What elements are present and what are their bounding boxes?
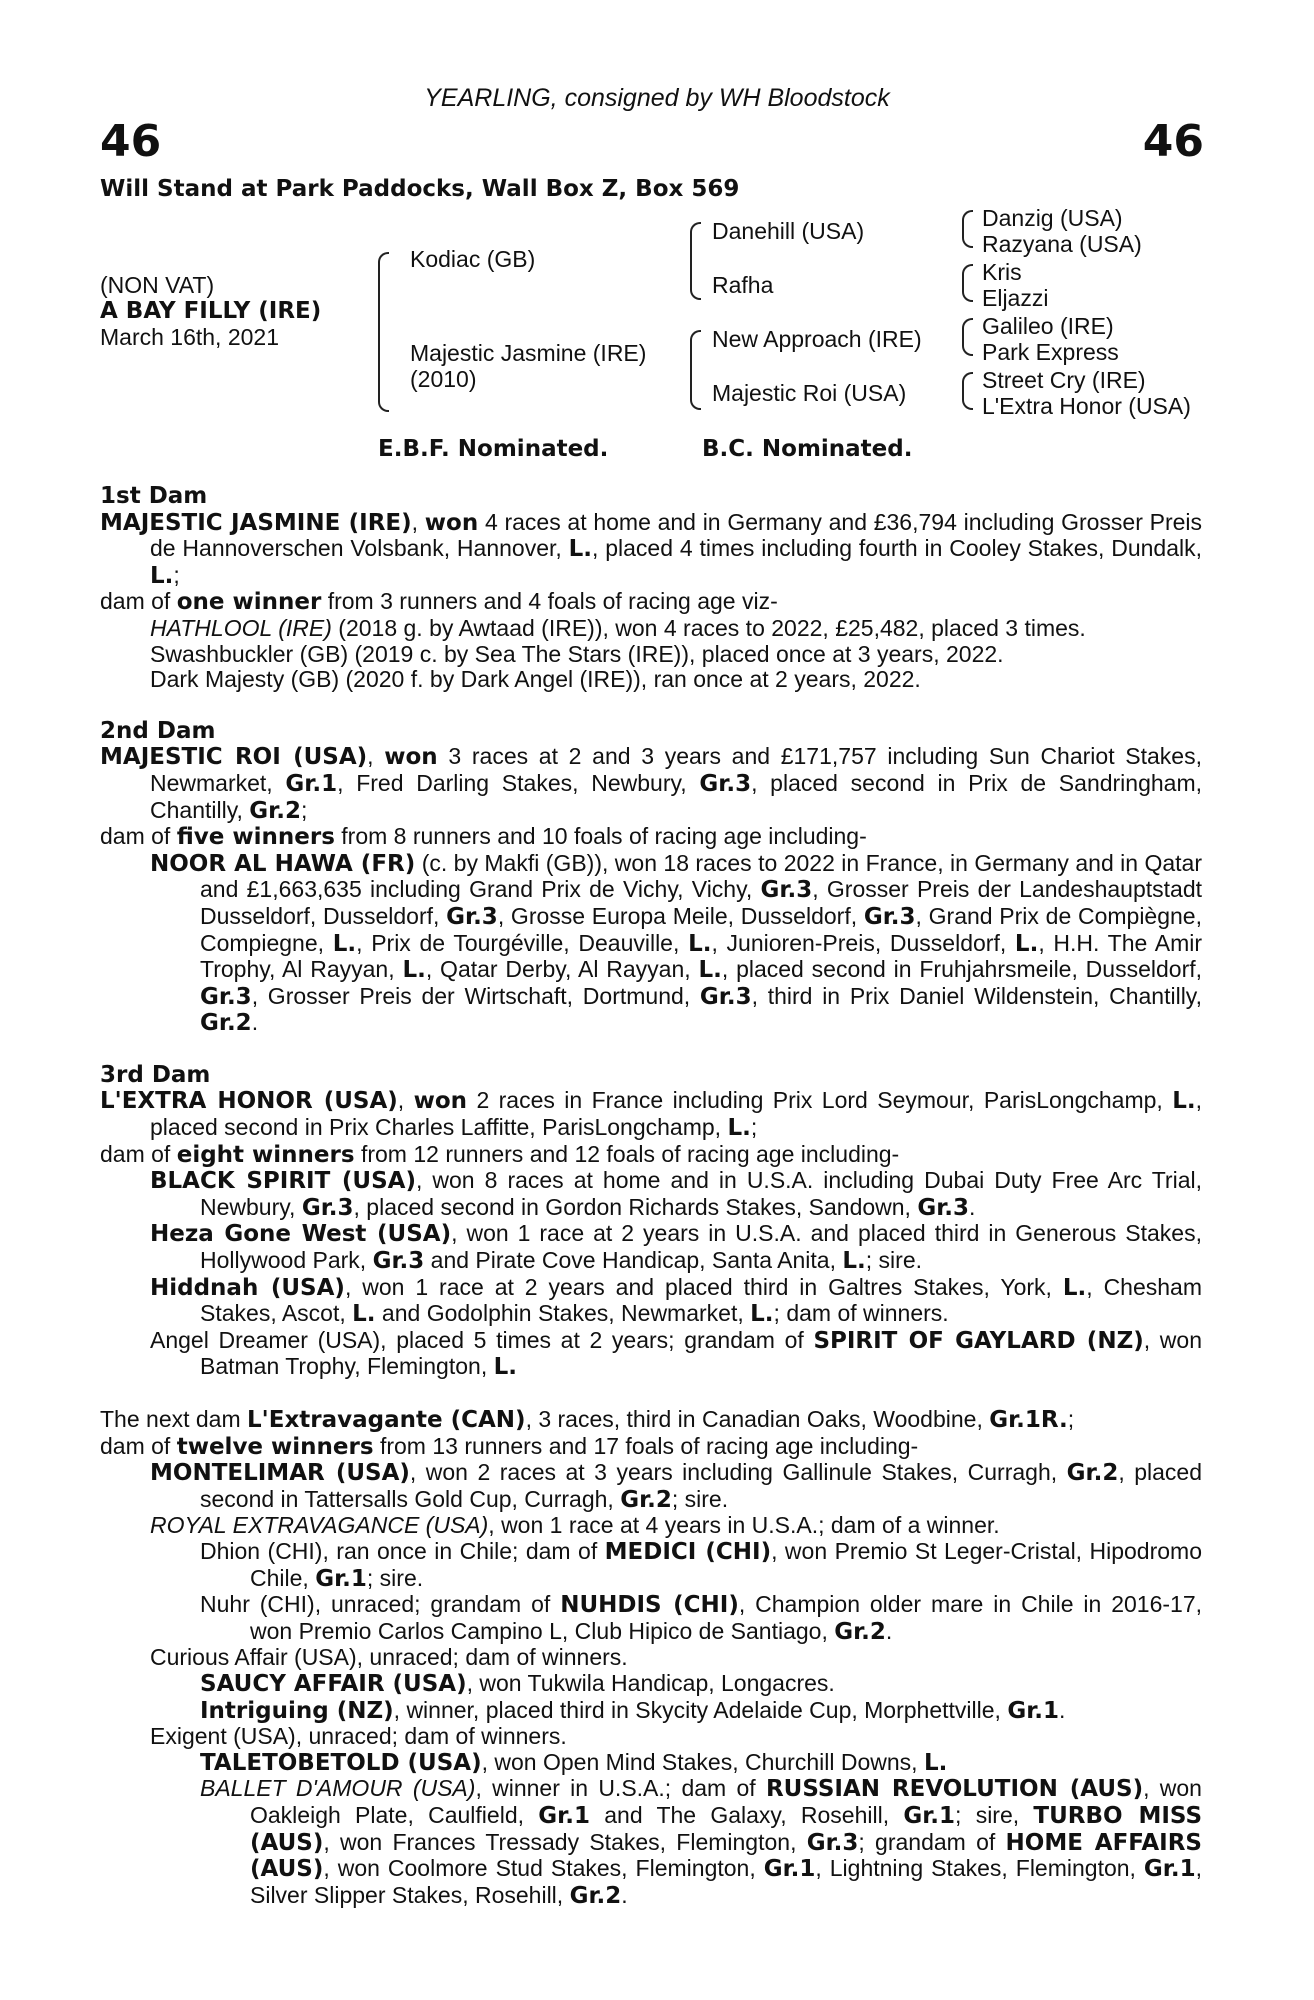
second-dam-offspring: NOOR AL HAWA (FR) (c. by Makfi (GB)), won 18 races to 2022 in France, in Germany and in Qatar and £1,663,635 including Grand Prix de Vichy, Vichy, Gr.3, Grosser Preis der Landeshauptstadt Dusseldorf, Dusseldorf, Gr.3, Grosse Europa Meile, Dusseldorf, Gr.3, Grand Prix de Compiègne, Compiegne, L., Prix de Tourgéville, Deauville, L., Junioren-Preis, Dusseldorf, L., H.H. The Amir Trophy, Al Rayyan, L., Qatar Derby, Al Rayyan, L., placed second in Fruhjahrsmeile, Dusseldorf, Gr.3, Grosser Preis der Wirtschaft, Dortmund, Gr.3, third in Prix Daniel Wildenstein, Chantilly, Gr.2. xyxy=(150,849,1203,1037)
next-dam-offspring: Exigent (USA), unraced; dam of winners. xyxy=(150,1723,567,1750)
sd-dam: Eljazzi xyxy=(982,285,1049,311)
ebf-nominated: E.B.F. Nominated. xyxy=(378,436,609,462)
next-dam-produce-summary: dam of twelve winners from 13 runners and 17 foals of racing age including- xyxy=(100,1432,919,1460)
brace-main xyxy=(378,252,389,412)
third-dam-heading: 3rd Dam xyxy=(100,1061,211,1088)
horse-name: A BAY FILLY (IRE) xyxy=(100,298,322,324)
second-dam-heading: 2nd Dam xyxy=(100,717,216,744)
third-dam-produce-summary: dam of eight winners from 12 runners and 12 foals of racing age including- xyxy=(100,1140,900,1168)
next-dam-offspring: Curious Affair (USA), unraced; dam of winners. xyxy=(150,1644,628,1671)
first-dam-offspring: Swashbuckler (GB) (2019 c. by Sea The Stars (IRE)), placed once at 3 years, 2022. xyxy=(150,640,1004,667)
grandchild-entry: Intriguing (NZ), winner, placed third in Skycity Adelaide Cup, Morphettville, Gr.1. xyxy=(200,1696,1066,1724)
first-dam-offspring: HATHLOOL (IRE) (2018 g. by Awtaad (IRE)), won 4 races to 2022, £25,482, placed 3 times. xyxy=(150,614,1086,641)
vat-status: (NON VAT) xyxy=(100,272,215,298)
dd-dam: L'Extra Honor (USA) xyxy=(982,393,1191,419)
next-dam-offspring: MONTELIMAR (USA), won 2 races at 3 years including Gallinule Stakes, Curragh, Gr.2, placed second in Tattersalls Gold Cup, Curragh, Gr.2; sire. xyxy=(150,1459,1202,1513)
granddaughter-entry: Nuhr (CHI), unraced; grandam of NUHDIS (CHI), Champion older mare in Chile in 2016-17, won Premio Carlos Campino L, Club Hipico de Santiago, Gr.2. xyxy=(200,1591,1203,1645)
brace-sd xyxy=(962,264,973,302)
ss-dam: Razyana (USA) xyxy=(982,231,1142,257)
ds-sire: Galileo (IRE) xyxy=(982,313,1114,339)
sire-sire: Danehill (USA) xyxy=(712,218,865,244)
ss-sire: Danzig (USA) xyxy=(982,205,1123,231)
third-dam-offspring: Hiddnah (USA), won 1 race at 2 years and placed third in Galtres Stakes, York, L., Chesham Stakes, Ascot, L. and Godolphin Stakes, Newmarket, L.; dam of winners. xyxy=(150,1273,1203,1328)
sd-sire: Kris xyxy=(982,259,1022,285)
first-dam-record: MAJESTIC JASMINE (IRE), won 4 races at home and in Germany and £36,794 including Grosser Preis de Hannoverschen Volsbank, Hannover, L., placed 4 times including fourth in Cooley Stakes, Dundalk, L.; xyxy=(100,508,1203,589)
second-dam-produce-summary: dam of five winners from 8 runners and 10 foals of racing age including- xyxy=(100,823,867,851)
sire: Kodiac (GB) xyxy=(410,246,536,272)
grandchild-entry: BALLET D'AMOUR (USA), winner in U.S.A.; dam of RUSSIAN REVOLUTION (AUS), won Oakleigh Plate, Caulfield, Gr.1 and The Galaxy, Rosehill, Gr.1; sire, TURBO MISS (AUS), won Frances Tressady Stakes, Flemington, Gr.3; grandam of HOME AFFAIRS (AUS), won Coolmore Stud Stakes, Flemington, Gr.1, Lightning Stakes, Flemington, Gr.1, Silver Slipper Stakes, Rosehill, Gr.2. xyxy=(200,1775,1203,1909)
dam: Majestic Jasmine (IRE) xyxy=(410,340,647,366)
lot-number-right: 46 xyxy=(1142,116,1204,167)
brace-dam xyxy=(690,330,701,410)
first-dam-offspring: Dark Majesty (GB) (2020 f. by Dark Angel (IRE)), ran once at 2 years, 2022. xyxy=(150,666,921,693)
sire-dam: Rafha xyxy=(712,272,774,298)
foaling-date: March 16th, 2021 xyxy=(100,324,280,350)
granddaughter-entry: Dhion (CHI), ran once in Chile; dam of MEDICI (CHI), won Premio St Leger-Cristal, Hipodromo Chile, Gr.1; sire. xyxy=(200,1537,1202,1592)
next-dam-offspring: ROYAL EXTRAVAGANCE (USA), won 1 race at 4 years in U.S.A.; dam of a winner. xyxy=(150,1512,1000,1539)
brace-sire xyxy=(690,222,701,300)
brace-ss xyxy=(962,210,973,248)
third-dam-record: L'EXTRA HONOR (USA), won 2 races in France including Prix Lord Seymour, ParisLongchamp, L., placed second in Prix Charles Laffitte, ParisLongchamp, L.; xyxy=(100,1087,1203,1142)
first-dam-heading: 1st Dam xyxy=(100,483,208,509)
brace-ds xyxy=(962,318,973,356)
dam-year: (2010) xyxy=(410,366,477,392)
ds-dam: Park Express xyxy=(982,339,1119,365)
consignment-header: YEARLING, consigned by WH Bloodstock xyxy=(424,84,890,112)
third-dam-offspring: Heza Gone West (USA), won 1 race at 2 years in U.S.A. and placed third in Generous Stakes, Hollywood Park, Gr.3 and Pirate Cove Handicap, Santa Anita, L.; sire. xyxy=(150,1220,1202,1275)
next-dam-record: The next dam L'Extravagante (CAN), 3 races, third in Canadian Oaks, Woodbine, Gr.1R.; xyxy=(100,1406,1075,1433)
lot-number-left: 46 xyxy=(100,116,162,167)
dam-dam: Majestic Roi (USA) xyxy=(712,380,907,406)
third-dam-offspring: BLACK SPIRIT (USA), won 8 races at home and in U.S.A. including Dubai Duty Free Arc Trial, Newbury, Gr.3, placed second in Gordon Richards Stakes, Sandown, Gr.3. xyxy=(150,1167,1202,1221)
grandchild-entry: SAUCY AFFAIR (USA), won Tukwila Handicap, Longacres. xyxy=(200,1669,835,1697)
dd-sire: Street Cry (IRE) xyxy=(982,367,1146,393)
first-dam-produce-summary: dam of one winner from 3 runners and 4 foals of racing age viz- xyxy=(100,588,778,616)
stand-location: Will Stand at Park Paddocks, Wall Box Z, Box 569 xyxy=(100,176,740,202)
dam-sire: New Approach (IRE) xyxy=(712,326,922,352)
catalogue-body xyxy=(100,484,1202,1909)
grandchild-entry: TALETOBETOLD (USA), won Open Mind Stakes, Churchill Downs, L. xyxy=(200,1748,948,1776)
third-dam-offspring: Angel Dreamer (USA), placed 5 times at 2 years; grandam of SPIRIT OF GAYLARD (NZ), won Batman Trophy, Flemington, L. xyxy=(150,1326,1202,1381)
brace-dd xyxy=(962,372,973,410)
second-dam-record: MAJESTIC ROI (USA), won 3 races at 2 and 3 years and £171,757 including Sun Chariot Stakes, Newmarket, Gr.1, Fred Darling Stakes, Newbury, Gr.3, placed second in Prix de Sandringham, Chantilly, Gr.2; xyxy=(100,743,1203,824)
bc-nominated: B.C. Nominated. xyxy=(702,436,913,462)
